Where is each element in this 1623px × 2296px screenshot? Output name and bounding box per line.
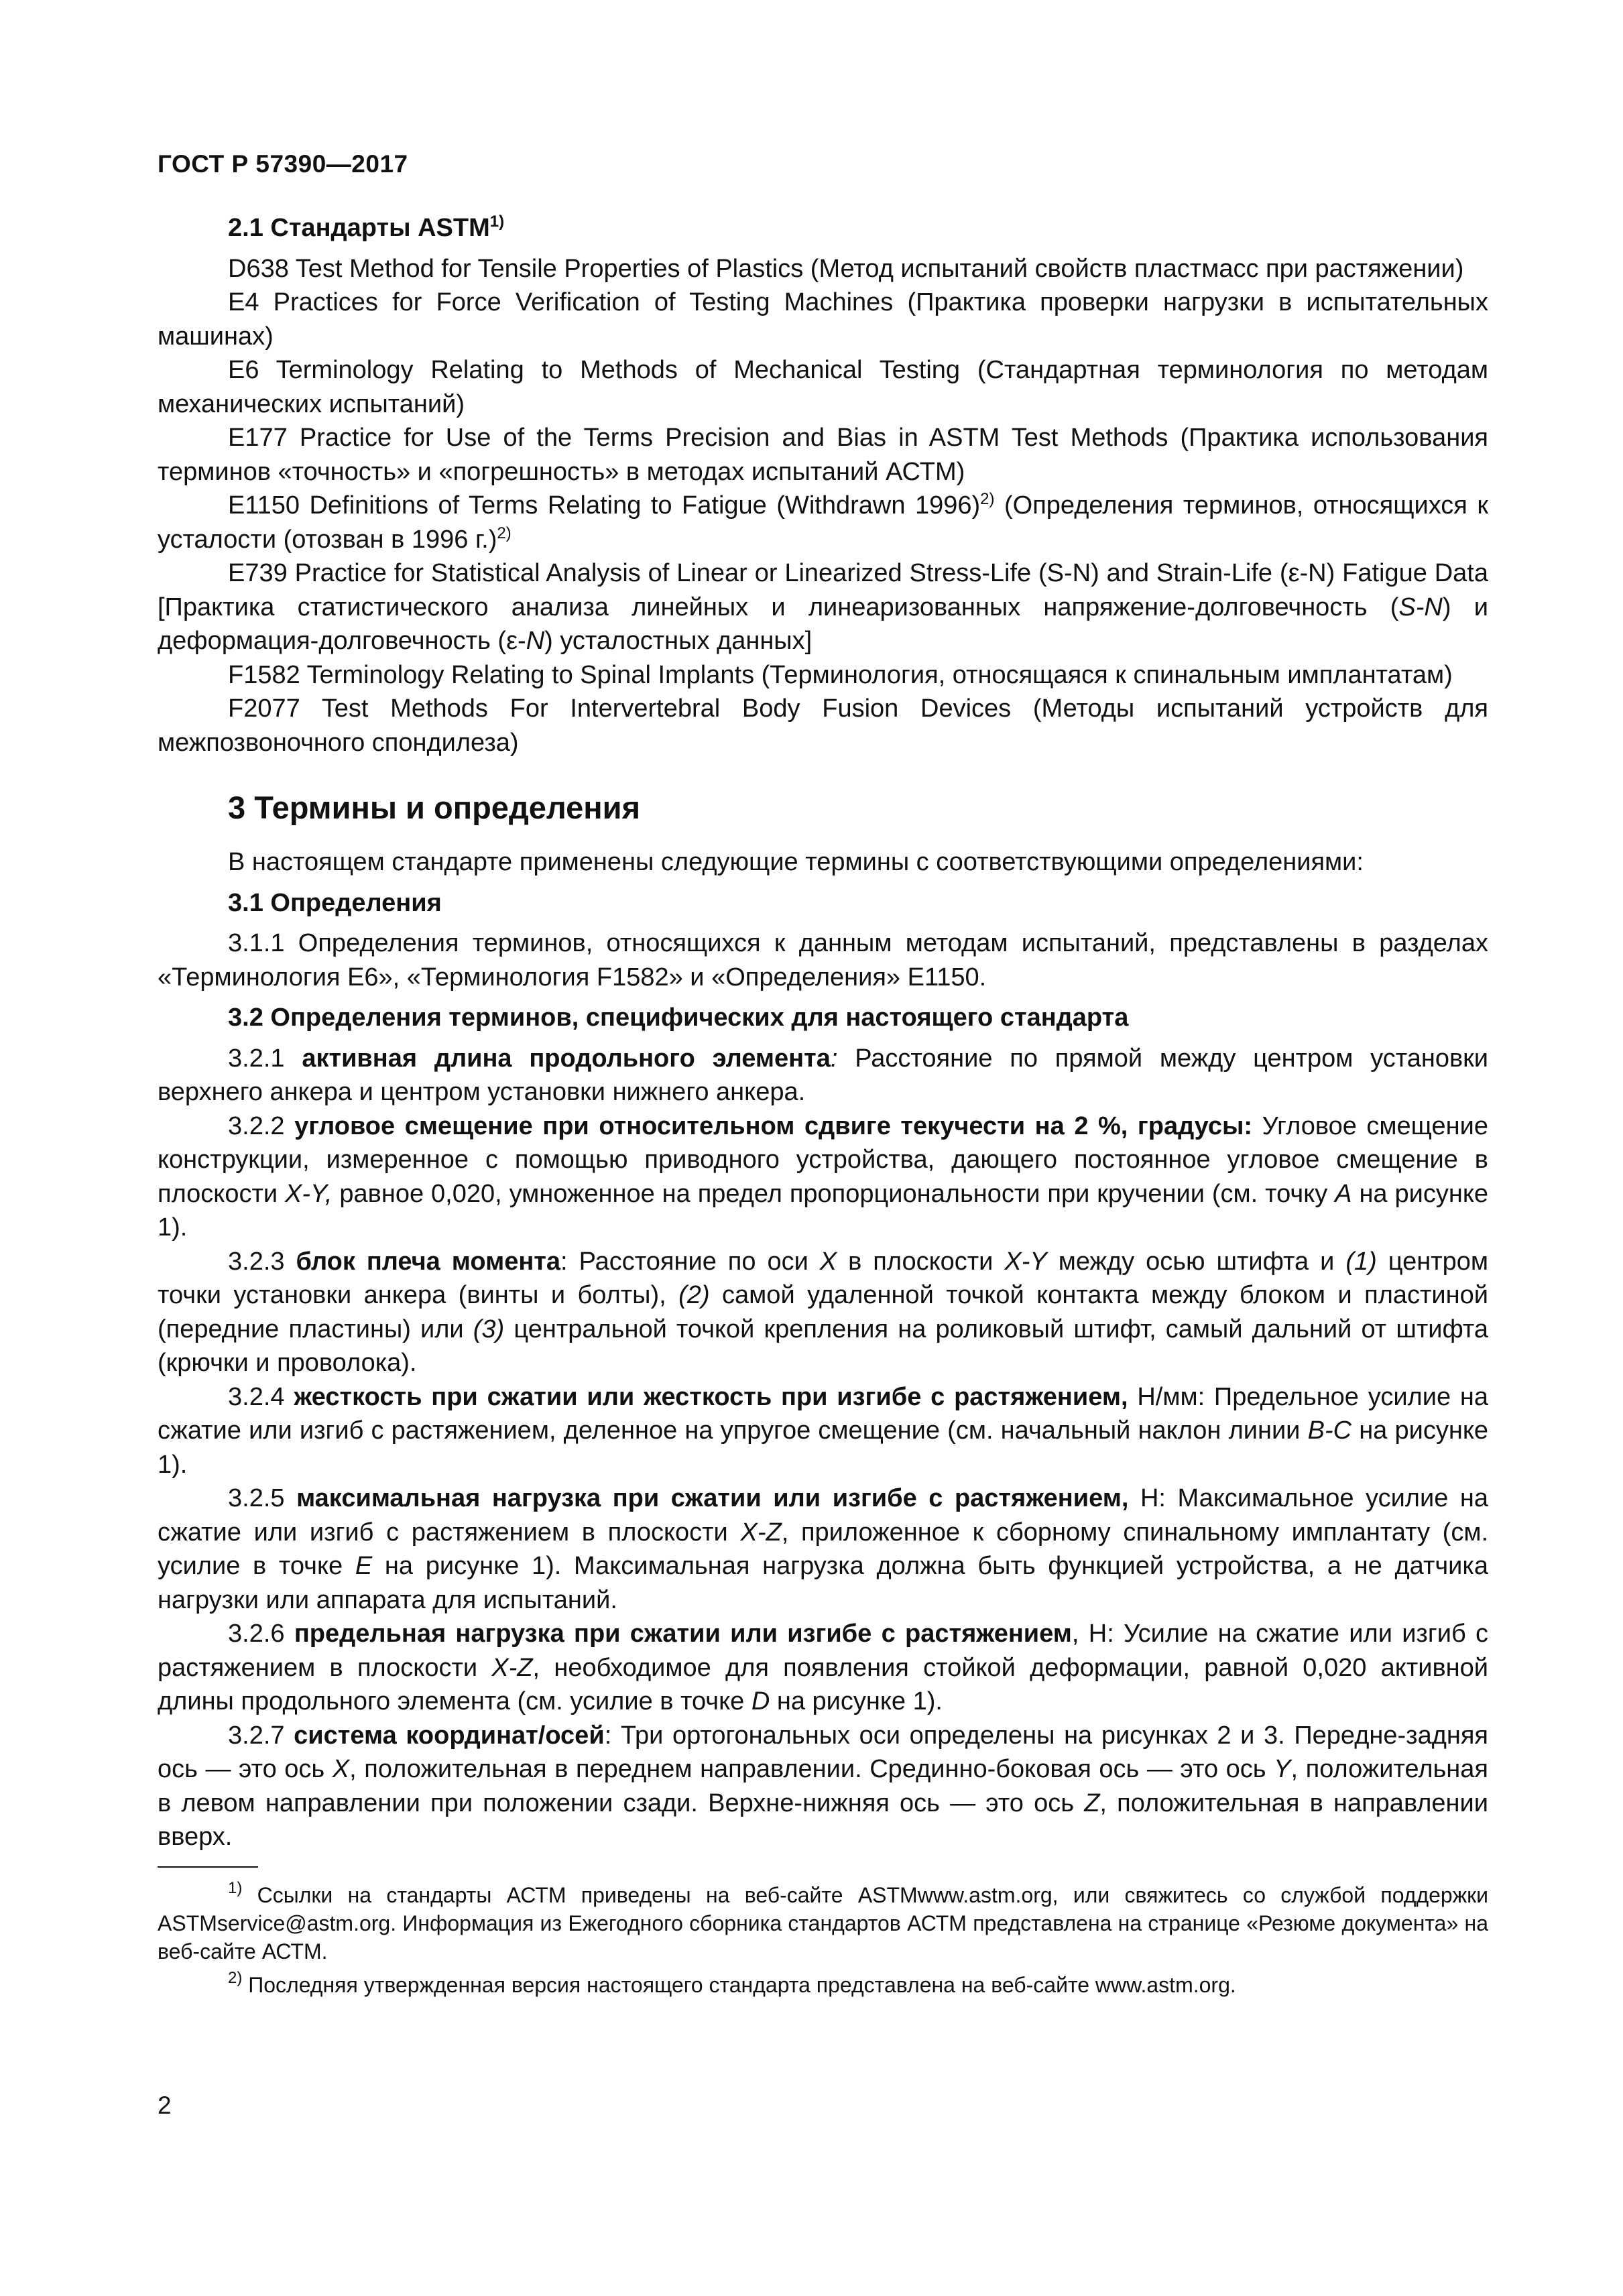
reference-item: F2077 Test Methods For Intervertebral Body Fusion Devices (Методы испытаний устройств для межпозвоночного спондилеза) [158, 694, 1488, 757]
document-header: ГОСТ Р 57390—2017 [158, 150, 408, 178]
section-2-1-title: 2.1 Стандарты ASTM$^{1)}$ [228, 213, 505, 242]
footnote-ref: 1) [489, 213, 505, 231]
definition-3-2-2: 3.2.2 угловое смещение при относительном сдвиге текучести на 2 %, градусы: Угловое смещение конструкции, измеренное с помощью приводного устройства, дающего постоянное угловое смещение в плоскости X-Y, равное 0,020, умноженное на предел пропорциональности при кручении (см. точку A на рисунке 1). [158, 1111, 1489, 1242]
definition-3-2-4: 3.2.4 жесткость при сжатии или жесткость при изгибе с растяжением, Н/мм: Предельное усилие на сжатие или изгиб с растяжением, деленное на упругое смещение (см. начальный наклон линии B-C на рисунке 1). [158, 1382, 1488, 1479]
reference-item: E6 Terminology Relating to Methods of Mechanical Testing (Стандартная терминология по методам механических испытаний) [158, 356, 1488, 418]
reference-item: F1582 Terminology Relating to Spinal Implants (Терминология, относящаяся к спинальным имплантатам) [228, 660, 1453, 689]
footnote-divider [158, 1866, 258, 1868]
footnote-2: $^{2)}$ Последняя утвержденная версия настоящего стандарта представлена на веб-сайте www.astm.org. [228, 1968, 1236, 1997]
section-3-title: 3 Термины и определения [228, 790, 640, 825]
reference-item: E177 Practice for Use of the Terms Precision and Bias in ASTM Test Methods (Практика использования терминов «точность» и «погрешность» в методах испытаний АСТМ) [158, 424, 1488, 486]
page-number: 2 [158, 2092, 172, 2119]
definition-3-2-6: 3.2.6 предельная нагрузка при сжатии или изгибе с растяжением, Н: Усилие на сжатие или изгиб с растяжением в плоскости X-Z, необходимое для появления стойкой деформации, равной 0,020 активной длины продольного элемента (см. усилие в точке D на рисунке 1). [158, 1620, 1488, 1715]
subsection-3-2-title: 3.2 Определения терминов, специфических для настоящего стандарта [228, 1004, 1129, 1032]
section-3-intro: В настоящем стандарте применены следующие термины с соответствующими определениями: [228, 848, 1364, 876]
reference-item: D638 Test Method for Tensile Properties of Plastics (Метод испытаний свойств пластмасс при растяжении) [228, 254, 1464, 283]
reference-item-e1150: E1150 Definitions of Terms Relating to Fatigue (Withdrawn 1996)$^{2)}$ (Определения терминов, относящихся к усталости (отозван в 1996 г.)$^{2)}$ [158, 490, 1488, 554]
subsection-3-1-title: 3.1 Определения [228, 888, 442, 917]
definition-3-2-3: 3.2.3 блок плеча момента: Расстояние по оси X в плоскости X-Y между осью штифта и (1) центром точки установки анкера (винты и болты), (2) самой удаленной точкой контакта между блоком и пластиной (передние пластины) или (3) центральной точкой крепления на роликовый штифт, самый дальний от штифта (крючки и проволока). [158, 1247, 1488, 1377]
reference-item-e739: E739 Practice for Statistical Analysis of Linear or Linearized Stress-Life (S-N) and Strain-Life (ε-N) Fatigue Data [Практика статистического анализа линейных и линеаризованных напряжение-долговечность (S-N) и деформация-долговечность (ε-N) усталостных данных] [158, 559, 1488, 655]
reference-item: E4 Practices for Force Verification of Testing Machines (Практика проверки нагрузки в испытательных машинах) [158, 288, 1488, 351]
footnote-1: $^{1)}$ Ссылки на стандарты АСТМ приведены на веб-сайте ASTMwww.astm.org, или свяжитесь со службой поддержки ASTMservice@astm.org. Информация из Ежегодного сборника стандартов АСТМ представлена на странице «Резюме документа» на веб-сайте АСТМ. [158, 1878, 1488, 1963]
footnotes [158, 1878, 1488, 1999]
definition-3-2-7: 3.2.7 система координат/осей: Три ортогональных оси определены на рисунках 2 и 3. Передне-задняя ось — это ось X, положительная в переднем направлении. Срединно-боковая ось — это ось Y, положительная в левом направлении при положении сзади. Верхне-нижняя ось — это ось Z, положительная в направлении вверх. [158, 1721, 1489, 1851]
definition-3-2-1: 3.2.1 активная длина продольного элемента: Расстояние по прямой между центром установки верхнего анкера и центром установки нижнего анкера. [158, 1044, 1488, 1106]
document-body [158, 211, 1488, 1999]
definition-3-2-5: 3.2.5 максимальная нагрузка при сжатии или изгибе с растяжением, Н: Максимальное усилие на сжатие или изгиб с растяжением в плоскости X-Z, приложенное к сборному спинальному имплантату (см. усилие в точке E на рисунке 1). Максимальная нагрузка должна быть функцией устройства, а не датчика нагрузки или аппарата для испытаний. [158, 1484, 1489, 1614]
paragraph-3-1-1: 3.1.1 Определения терминов, относящихся к данным методам испытаний, представлены в разделах «Терминология E6», «Терминология F1582» и «Определения» E1150. [158, 929, 1488, 991]
